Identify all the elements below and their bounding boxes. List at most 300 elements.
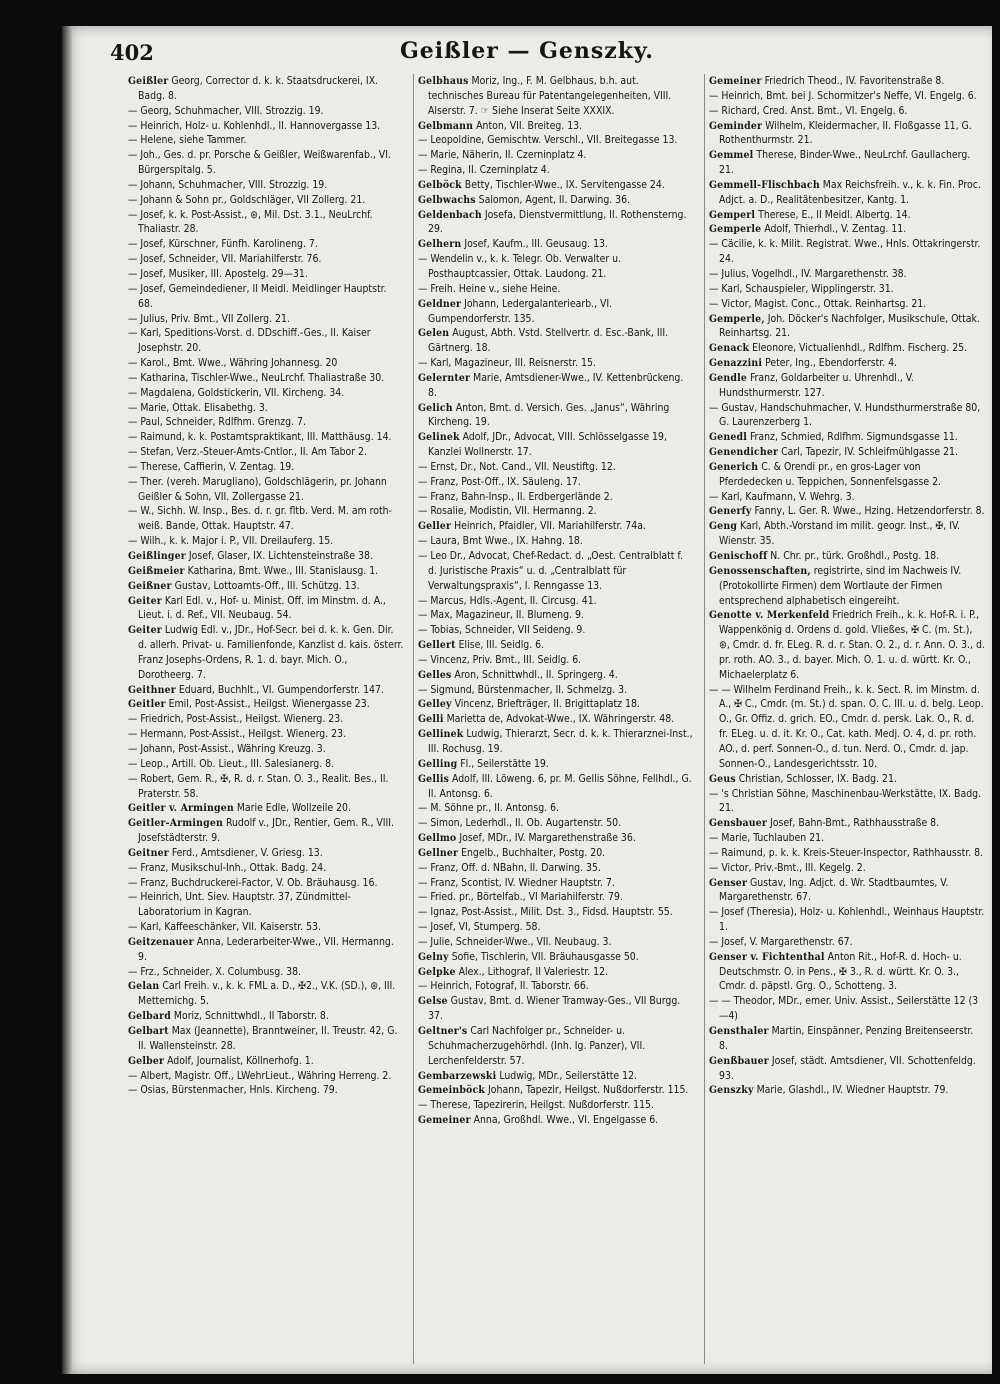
entry-surname: Genazzini xyxy=(709,357,763,370)
entry-surname: Gellmo xyxy=(418,832,457,845)
directory-entry xyxy=(418,876,694,891)
directory-entry xyxy=(418,163,694,178)
directory-entry xyxy=(709,401,985,431)
directory-entry xyxy=(418,297,694,327)
directory-entry xyxy=(128,104,404,119)
entry-details: — Rosalie, Modistin, VII. Hermanng. 2. xyxy=(418,505,597,518)
entry-details: Franz, Goldarbeiter u. Uhrenhdl., V. Hundsthurmerstr. 127. xyxy=(719,371,914,399)
directory-entry xyxy=(418,1113,694,1128)
entry-surname: Gelinek xyxy=(418,431,460,444)
entry-surname: Gelbard xyxy=(128,1010,171,1023)
directory-entry xyxy=(709,816,985,831)
directory-entry xyxy=(128,920,404,935)
directory-entry xyxy=(709,371,985,401)
entry-surname: Geißmeier xyxy=(128,564,185,577)
directory-entry xyxy=(709,564,985,609)
directory-entry xyxy=(709,312,985,342)
entry-details: — Stefan, Verz.-Steuer-Amts-Cntlor., II. Am Tabor 2. xyxy=(128,446,367,459)
entry-surname: Genedl xyxy=(709,431,747,444)
directory-entry xyxy=(709,282,985,297)
entry-surname: Gemeinböck xyxy=(418,1084,486,1097)
page-number: 402 xyxy=(110,40,154,65)
entry-surname: Gensbauer xyxy=(709,817,768,830)
directory-entry xyxy=(128,178,404,193)
entry-details: Karl, Abth.-Vorstand im milit. geogr. Inst., ✠, IV. Wienstr. 35. xyxy=(719,520,960,548)
directory-entry xyxy=(128,772,404,802)
entry-surname: Gelböck xyxy=(418,178,462,191)
entry-surname: Generfy xyxy=(709,505,752,518)
directory-entry xyxy=(128,564,404,579)
directory-entry xyxy=(709,297,985,312)
entry-details: Georg, Corrector d. k. k. Staatsdruckerei, IX. Badg. 8. xyxy=(138,75,379,102)
directory-entry xyxy=(709,490,985,505)
directory-entry xyxy=(128,1069,404,1084)
entry-surname: Gemeiner xyxy=(709,75,762,87)
directory-entry xyxy=(128,846,404,861)
entry-details: — Fried. pr., Börtelfab., VI Mariahilferstr. 79. xyxy=(418,891,623,904)
entry-details: Anna, Großhdl. Wwe., VI. Engelgasse 6. xyxy=(473,1114,659,1127)
directory-entry xyxy=(418,549,694,594)
directory-entry xyxy=(709,504,985,519)
entry-details: — Josef, VI, Stumperg. 58. xyxy=(418,921,541,934)
directory-entry xyxy=(418,519,694,534)
directory-entry xyxy=(128,801,404,816)
column-2 xyxy=(413,74,694,1364)
entry-surname: Gelernter xyxy=(418,371,471,384)
directory-entry xyxy=(709,74,985,89)
directory-entry xyxy=(418,193,694,208)
entry-surname: Gelbmann xyxy=(418,119,474,132)
directory-entry xyxy=(418,133,694,148)
directory-entry xyxy=(709,267,985,282)
directory-entry xyxy=(418,460,694,475)
directory-entry xyxy=(418,430,694,460)
entry-surname: Gelley xyxy=(418,698,452,711)
directory-entry xyxy=(128,312,404,327)
entry-details: Max (Jeannette), Branntweiner, II. Treustr. 42, G. II. Wallensteinstr. 28. xyxy=(138,1025,398,1052)
directory-entry xyxy=(418,890,694,905)
entry-surname: Gelhern xyxy=(418,238,462,251)
directory-entry xyxy=(128,1009,404,1024)
directory-entry xyxy=(709,430,985,445)
entry-details: — Josef, Gemeindediener, II Meidl. Meidlinger Hauptstr. 68. xyxy=(128,282,387,310)
entry-details: — Heinrich, Bmt. bei J. Schormitzer's Neffe, VI. Engelg. 6. xyxy=(709,89,977,102)
directory-entry xyxy=(418,816,694,831)
directory-entry xyxy=(418,237,694,252)
entry-surname: Geminder xyxy=(709,119,763,132)
entry-surname: Genack xyxy=(709,342,750,355)
entry-details: Adolf, JDr., Advocat, VIII. Schlösselgasse 19, Kanzlei Wollnerstr. 17. xyxy=(428,431,667,459)
entry-surname: Genszky xyxy=(709,1084,754,1097)
entry-surname: Gelling xyxy=(418,757,458,770)
entry-surname: Geller xyxy=(418,520,452,533)
entry-details: — Franz, Off. d. NBahn, II. Darwing. 35. xyxy=(418,861,601,874)
entry-details: — Gustav, Handschuhmacher, V. Hundsthurmerstraße 80, G. Laurenzerberg 1. xyxy=(709,401,981,429)
directory-entry xyxy=(709,772,985,787)
entry-surname: Gemperl xyxy=(709,208,756,221)
entry-details: — Tobias, Schneider, VII Seideng. 9. xyxy=(418,624,586,637)
directory-entry xyxy=(709,445,985,460)
entry-details: — Josef, Musiker, III. Apostelg. 29—31. xyxy=(128,267,308,280)
entry-details: Marie, Glashdl., IV. Wiedner Hauptstr. 79. xyxy=(756,1084,949,1097)
directory-entry xyxy=(128,594,404,624)
directory-entry xyxy=(418,668,694,683)
directory-entry xyxy=(418,119,694,134)
directory-entry xyxy=(418,638,694,653)
directory-entry xyxy=(709,104,985,119)
directory-entry xyxy=(418,490,694,505)
entry-surname: Geiter xyxy=(128,594,162,607)
entry-surname: Genotte v. Merkenfeld xyxy=(709,609,830,622)
directory-entry xyxy=(128,965,404,980)
entry-details: Carl Freih. v., k. k. FML a. D., ✠2., V.K. (SD.), ⊛, III. Metternichg. 5. xyxy=(138,980,396,1008)
entry-details: — Leo Dr., Advocat, Chef-Redact. d. „Oest. Centralblatt f. d. Juristische Praxis“ u. d. „Centralblatt für Verwaltungspraxis“, I. Renngasse 13. xyxy=(418,550,683,592)
directory-entry xyxy=(709,1054,985,1084)
directory-entry xyxy=(128,460,404,475)
entry-details: — Wendelin v., k. k. Telegr. Ob. Verwalter u. Posthauptcassier, Ottak. Laudong. 21. xyxy=(418,253,622,280)
directory-page xyxy=(62,26,992,1374)
entry-details: — Raimund, p. k. k. Kreis-Steuer-Inspector, Rathhausstr. 8. xyxy=(709,846,984,859)
entry-details: — Marie, Ottak. Elisabethg. 3. xyxy=(128,401,268,414)
entry-details: Friedrich Theod., IV. Favoritenstraße 8. xyxy=(764,75,945,87)
entry-surname: Gemperle, xyxy=(709,312,765,325)
directory-entry xyxy=(418,1024,694,1069)
entry-details: Adolf, Journalist, Köllnerhofg. 1. xyxy=(167,1054,314,1067)
entry-details: — Josef, V. Margarethenstr. 67. xyxy=(709,935,853,948)
directory-entry xyxy=(418,772,694,802)
directory-entry xyxy=(709,519,985,549)
entry-details: — Karl, Kaufmann, V. Wehrg. 3. xyxy=(709,490,855,503)
directory-entry xyxy=(418,727,694,757)
entry-details: Heinrich, Pfaidler, VII. Mariahilferstr. 74a. xyxy=(454,520,646,533)
entry-details: — Franz, Musikschul-Inh., Ottak. Badg. 24. xyxy=(128,861,327,874)
entry-details: Carl, Tapezir, IV. Schleifmühlgasse 21. xyxy=(781,446,958,459)
entry-details: — — Theodor, MDr., emer. Univ. Assist., Seilerstätte 12 (3—4) xyxy=(709,995,979,1023)
directory-entry xyxy=(128,727,404,742)
entry-details: — Albert, Magistr. Off., LWehrLieut., Währing Herreng. 2. xyxy=(128,1069,392,1082)
directory-entry xyxy=(418,697,694,712)
directory-entry xyxy=(128,252,404,267)
entry-surname: Genser xyxy=(709,876,748,889)
entry-details: Rudolf v., JDr., Rentier, Gem. R., VIII. Josefstädterstr. 9. xyxy=(138,817,395,845)
entry-details: — Freih. Heine v., siehe Heine. xyxy=(418,282,561,295)
entry-surname: Gelan xyxy=(128,980,160,993)
entry-details: N. Chr. pr., türk. Großhdl., Postg. 18. xyxy=(770,550,940,562)
directory-entry xyxy=(418,712,694,727)
entry-surname: Geißler xyxy=(128,75,169,87)
running-head: Geißler — Genszky. xyxy=(400,38,654,64)
directory-entry xyxy=(418,534,694,549)
directory-entry xyxy=(418,831,694,846)
entry-details: C. & Orendi pr., en gros-Lager von Pferdedecken u. Teppichen, Sonnenfelsgasse 2. xyxy=(719,460,941,488)
directory-entry xyxy=(418,905,694,920)
directory-entry xyxy=(128,133,404,148)
directory-entry xyxy=(709,549,985,564)
entry-details: — Heinrich, Unt. Siev. Hauptstr. 37, Zündmittel-Laboratorium in Kagran. xyxy=(128,891,351,919)
page-binding-edge xyxy=(62,26,72,1374)
entry-surname: Gelny xyxy=(418,950,449,963)
entry-details: — Victor, Magist. Conc., Ottak. Reinhartsg. 21. xyxy=(709,297,927,310)
entry-surname: Geitzenauer xyxy=(128,935,194,948)
entry-surname: Gensthaler xyxy=(709,1025,769,1037)
entry-details: — Osias, Bürstenmacher, Hnls. Kircheng. 79. xyxy=(128,1084,338,1097)
directory-entry xyxy=(418,371,694,401)
entry-details: Engelb., Buchhalter, Postg. 20. xyxy=(461,846,606,859)
directory-entry xyxy=(128,326,404,356)
entry-details: Carl Nachfolger pr., Schneider- u. Schuhmacherzugehörhdl. (Inh. Ig. Panzer), VII. Lerchenfelderstr. 57. xyxy=(428,1025,646,1067)
entry-surname: Gemmel xyxy=(709,149,754,162)
entry-details: Karl Edl. v., Hof- u. Minist. Off. im Minstm. d. A., Lieut. i. d. Ref., VII. Neubaug. 54. xyxy=(138,594,386,622)
entry-details: Anton Rit., Hof-R. d. Hoch- u. Deutschmstr. O. in Pens., ✠ 3., R. d. württ. Kr. O. 3., Cmdr. d. päpstl. Grg. O., Schotteng. 3. xyxy=(719,950,962,993)
directory-entry xyxy=(418,950,694,965)
directory-entry xyxy=(709,237,985,267)
entry-details: Josefa, Dienstvermittlung, II. Rothensterng. 29. xyxy=(428,208,687,236)
entry-surname: Gelse xyxy=(418,995,448,1008)
entry-surname: Gelpke xyxy=(418,965,456,978)
directory-entry xyxy=(418,979,694,994)
directory-entry xyxy=(709,148,985,178)
entry-details: Emil, Post-Assist., Heilgst. Wienergasse 23. xyxy=(168,698,370,711)
directory-entry xyxy=(128,415,404,430)
directory-entry xyxy=(709,846,985,861)
entry-surname: Geitler xyxy=(128,698,166,711)
directory-entry xyxy=(418,1069,694,1084)
entry-surname: Generich xyxy=(709,460,759,473)
entry-details: — Karl, Magazineur, III. Reisnerstr. 15. xyxy=(418,357,596,370)
entry-details: — Simon, Lederhdl., II. Ob. Augartenstr. 50. xyxy=(418,817,622,830)
entry-details: — Karl, Kaffeeschänker, VII. Kaiserstr. 53. xyxy=(128,921,321,934)
directory-entry xyxy=(418,935,694,950)
directory-entry xyxy=(709,831,985,846)
entry-details: — Regina, II. Czerninplatz 4. xyxy=(418,164,550,177)
entry-details: — Marie, Näherin, II. Czerninplatz 4. xyxy=(418,149,587,162)
entry-details: Martin, Einspänner, Penzing Breitenseerstr. 8. xyxy=(719,1025,974,1052)
entry-details: — Franz, Scontist, IV. Wiedner Hauptstr. 7. xyxy=(418,876,615,889)
entry-details: Anton, Bmt. d. Versich. Ges. „Janus“, Währing Kircheng. 19. xyxy=(428,401,670,429)
directory-entry xyxy=(418,1098,694,1113)
entry-surname: Geng xyxy=(709,520,738,533)
directory-entry xyxy=(128,386,404,401)
directory-entry xyxy=(418,861,694,876)
entry-surname: Gelles xyxy=(418,668,452,681)
directory-entry xyxy=(128,757,404,772)
column-1 xyxy=(128,74,404,1364)
entry-surname: Gemperle xyxy=(709,223,762,236)
entry-surname: Gelbart xyxy=(128,1025,169,1037)
directory-entry xyxy=(418,965,694,980)
entry-details: Marie Edle, Wollzeile 20. xyxy=(236,802,351,815)
directory-entry xyxy=(128,1054,404,1069)
entry-surname: Gellert xyxy=(418,639,456,652)
directory-entry xyxy=(418,846,694,861)
entry-details: registrirte, sind im Nachweis IV. (Protokollirte Firmen) dem Wortlaute der Firmen entsprechend alphabetisch eingereiht. xyxy=(719,564,962,607)
directory-entry xyxy=(709,222,985,237)
entry-details: Josef, städt. Amtsdiener, VII. Schottenfeldg. 93. xyxy=(719,1054,976,1082)
entry-details: Salomon, Agent, II. Darwing. 36. xyxy=(478,193,631,206)
directory-entry xyxy=(128,742,404,757)
entry-details: — Robert, Gem. R., ✠, R. d. r. Stan. O. 3., Realit. Bes., II. Praterstr. 58. xyxy=(128,772,389,800)
entry-details: — Therese, Caffierin, V. Zentag. 19. xyxy=(128,460,295,473)
directory-entry xyxy=(709,905,985,935)
entry-details: — Paul, Schneider, Rdlfhm. Grenzg. 7. xyxy=(128,416,306,429)
entry-details: Fanny, L. Ger. R. Wwe., Hzing. Hetzendorferstr. 8. xyxy=(754,505,985,518)
entry-details: — Josef, k. k. Post-Assist., ⊛, Mil. Dst. 3.1., NeuLrchf. Thaliastr. 28. xyxy=(128,208,373,236)
entry-details: Vincenz, Briefträger, II. Brigittaplatz 18. xyxy=(454,698,640,711)
directory-entry xyxy=(128,148,404,178)
entry-surname: Geitner xyxy=(128,846,169,859)
entry-surname: Gemeiner xyxy=(418,1114,471,1127)
entry-details: — Helene, siehe Tammer. xyxy=(128,134,247,147)
entry-surname: Genossenschaften, xyxy=(709,564,811,577)
entry-details: — Therese, Tapezirerin, Heilgst. Nußdorferstr. 115. xyxy=(418,1099,654,1112)
entry-details: — Katharina, Tischler-Wwe., NeuLrchf. Thaliastraße 30. xyxy=(128,371,385,384)
directory-entry xyxy=(418,178,694,193)
entry-details: — 's Christian Söhne, Maschinenbau-Werkstätte, IX. Badg. 21. xyxy=(709,787,982,815)
entry-details: — Johann & Sohn pr., Goldschläger, VII Zollerg. 21. xyxy=(128,193,366,206)
entry-details: Johann, Ledergalanteriearb., VI. Gumpendorferstr. 135. xyxy=(428,297,613,325)
directory-entry xyxy=(128,876,404,891)
directory-entry xyxy=(709,178,985,208)
entry-details: Betty, Tischler-Wwe., IX. Servitengasse 24. xyxy=(464,178,665,191)
directory-entry xyxy=(128,816,404,846)
entry-surname: Gelbhaus xyxy=(418,75,469,87)
entry-surname: Geißlinger xyxy=(128,550,186,562)
directory-entry xyxy=(128,890,404,920)
entry-surname: Geldner xyxy=(418,297,462,310)
entry-details: — Victor, Priv.-Bmt., III. Kegelg. 2. xyxy=(709,861,866,874)
entry-details: Alex., Lithograf, II Valeriestr. 12. xyxy=(458,965,609,978)
entry-details: — Leop., Artill. Ob. Lieut., III. Salesianerg. 8. xyxy=(128,757,335,770)
entry-details: Sofie, Tischlerin, VII. Bräuhausgasse 50. xyxy=(451,950,639,963)
entry-surname: Gelen xyxy=(418,327,450,340)
entry-surname: Geithner xyxy=(128,683,176,696)
directory-entry xyxy=(709,89,985,104)
entry-surname: Gelich xyxy=(418,401,453,414)
entry-details: — Franz, Buchdruckerei-Factor, V. Ob. Bräuhausg. 16. xyxy=(128,876,378,889)
entry-details: Therese, Binder-Wwe., NeuLrchf. Gaullacherg. 21. xyxy=(719,149,971,177)
directory-entry xyxy=(128,445,404,460)
entry-details: Therese, E., II Meidl. Albertg. 14. xyxy=(758,208,911,221)
directory-entry xyxy=(418,801,694,816)
entry-details: Anton, VII. Breiteg. 13. xyxy=(476,119,583,132)
directory-entry xyxy=(709,341,985,356)
directory-entry xyxy=(128,861,404,876)
directory-entry xyxy=(418,252,694,282)
entry-surname: Gendle xyxy=(709,371,747,384)
directory-entry xyxy=(418,401,694,431)
directory-entry xyxy=(128,237,404,252)
directory-entry xyxy=(418,326,694,356)
directory-entry xyxy=(128,119,404,134)
entry-surname: Gelli xyxy=(418,713,444,726)
entry-surname: Gelbwachs xyxy=(418,193,476,206)
directory-entry xyxy=(418,208,694,238)
directory-entry xyxy=(709,950,985,995)
directory-entry xyxy=(128,193,404,208)
entry-details: Eduard, Buchhlt., VI. Gumpendorferstr. 147. xyxy=(178,683,384,696)
entry-details: Eleonore, Victualienhdl., Rdlfhm. Fischerg. 25. xyxy=(752,342,968,355)
directory-entry xyxy=(709,683,985,772)
entry-surname: Gemmell-Flischbach xyxy=(709,178,820,191)
entry-details: Friedrich Freih., k. k. Hof-R. i. P., Wappenkönig d. Ordens d. gold. Vließes, ✠ C. (m. St.), ⊛, Cmdr. d. fr. ELeg. R. d. r. Stan. O. 2., d. r. Ann. O. 3., d. pr. roth. AO. 3., d. bayer. Mich. O. 1. u. d. württ. Kr. O., Michaelerplatz 6. xyxy=(719,609,985,681)
directory-columns xyxy=(128,74,992,1364)
entry-details: — Leopoldine, Gemischtw. Verschl., VII. Breitegasse 13. xyxy=(418,134,678,147)
entry-details: — Georg, Schuhmacher, VIII. Strozzig. 19. xyxy=(128,104,324,117)
directory-entry xyxy=(128,712,404,727)
entry-details: — Marcus, Hdls.-Agent, II. Circusg. 41. xyxy=(418,594,597,607)
entry-details: — Karl, Schauspieler, Wipplingerstr. 31. xyxy=(709,282,894,295)
entry-details: Adolf, III. Löweng. 6, pr. M. Gellis Söhne, Fellhdl., G. II. Antonsg. 6. xyxy=(428,772,692,800)
directory-entry xyxy=(418,757,694,772)
entry-details: Johann, Tapezir, Heilgst. Nußdorferstr. 115. xyxy=(488,1084,689,1097)
entry-details: Aron, Schnittwhdl., II. Springerg. 4. xyxy=(454,668,618,681)
entry-details: Franz, Schmied, Rdlfhm. Sigmundsgasse 11. xyxy=(749,431,958,444)
directory-entry xyxy=(709,119,985,149)
entry-surname: Geitler v. Armingen xyxy=(128,802,234,815)
directory-entry xyxy=(128,1083,404,1098)
entry-details: Marie, Amtsdiener-Wwe., IV. Kettenbrückeng. 8. xyxy=(428,371,684,399)
entry-details: Moriz, Ing., F. M. Gelbhaus, b.h. aut. technisches Bureau für Patentangelegenheiten, VIII. Alserstr. 7. ☞ Siehe Inserat Seite XXXIX. xyxy=(428,75,672,117)
directory-entry xyxy=(128,208,404,238)
entry-details: — Julie, Schneider-Wwe., VII. Neubaug. 3. xyxy=(418,935,612,948)
column-3 xyxy=(704,74,985,1364)
entry-details: Max Reichsfreih. v., k. k. Fin. Proc. Adjct. a. D., Realitätenbesitzer, Kantg. 1. xyxy=(719,178,981,206)
directory-entry xyxy=(418,920,694,935)
directory-entry xyxy=(418,608,694,623)
directory-entry xyxy=(418,282,694,297)
entry-details: Ludwig, Thierarzt, Secr. d. k. k. Thierarznei-Inst., III. Rochusg. 19. xyxy=(428,728,693,755)
entry-surname: Geiter xyxy=(128,624,162,637)
entry-details: — Karol., Bmt. Wwe., Währing Johannesg. 20 xyxy=(128,357,338,370)
directory-entry xyxy=(709,208,985,223)
directory-entry xyxy=(418,356,694,371)
entry-details: Josef, Bahn-Bmt., Rathhausstraße 8. xyxy=(770,817,940,830)
entry-surname: Geldenbach xyxy=(418,208,482,221)
entry-details: Gustav, Bmt. d. Wiener Tramway-Ges., VII Burgg. 37. xyxy=(428,995,681,1023)
entry-details: Joh. Döcker's Nachfolger, Musikschule, Ottak. Reinhartsg. 21. xyxy=(719,312,980,340)
directory-entry xyxy=(709,876,985,906)
directory-entry xyxy=(128,74,404,104)
entry-details: Gustav, Lottoamts-Off., III. Schützg. 13. xyxy=(174,579,360,592)
entry-details: Ferd., Amtsdiener, V. Griesg. 13. xyxy=(171,846,323,859)
entry-details: Josef, MDr., IV. Margarethenstraße 36. xyxy=(459,832,636,845)
entry-details: Christian, Schlosser, IX. Badg. 21. xyxy=(738,772,897,785)
directory-entry xyxy=(128,1024,404,1054)
directory-entry xyxy=(128,683,404,698)
entry-surname: Gelber xyxy=(128,1054,165,1067)
entry-details: — Ernst, Dr., Not. Cand., VII. Neustiftg. 12. xyxy=(418,460,616,473)
directory-entry xyxy=(418,594,694,609)
entry-details: — Johann, Post-Assist., Währing Kreuzg. 3. xyxy=(128,742,326,755)
entry-details: — Hermann, Post-Assist., Heilgst. Wienerg. 23. xyxy=(128,728,347,741)
entry-surname: Genser v. Fichtenthal xyxy=(709,950,825,963)
entry-details: — Julius, Priv. Bmt., VII Zollerg. 21. xyxy=(128,312,290,325)
directory-entry xyxy=(128,697,404,712)
entry-details: — Richard, Cred. Anst. Bmt., VI. Engelg. 6. xyxy=(709,104,908,117)
directory-entry xyxy=(418,148,694,163)
entry-details: Anna, Lederarbeiter-Wwe., VII. Hermanng. 9. xyxy=(138,935,394,963)
directory-entry xyxy=(709,460,985,490)
entry-details: — Julius, Vogelhdl., IV. Margarethenstr. 38. xyxy=(709,267,907,280)
directory-entry xyxy=(128,430,404,445)
entry-details: Fl., Seilerstätte 19. xyxy=(460,757,549,770)
entry-details: — Franz, Bahn-Insp., II. Erdbergerlände 2. xyxy=(418,490,613,503)
entry-details: — Josef, Kürschner, Fünfh. Karolineng. 7. xyxy=(128,238,318,251)
directory-entry xyxy=(128,623,404,682)
directory-entry xyxy=(128,979,404,1009)
directory-entry xyxy=(418,653,694,668)
directory-entry xyxy=(709,787,985,817)
